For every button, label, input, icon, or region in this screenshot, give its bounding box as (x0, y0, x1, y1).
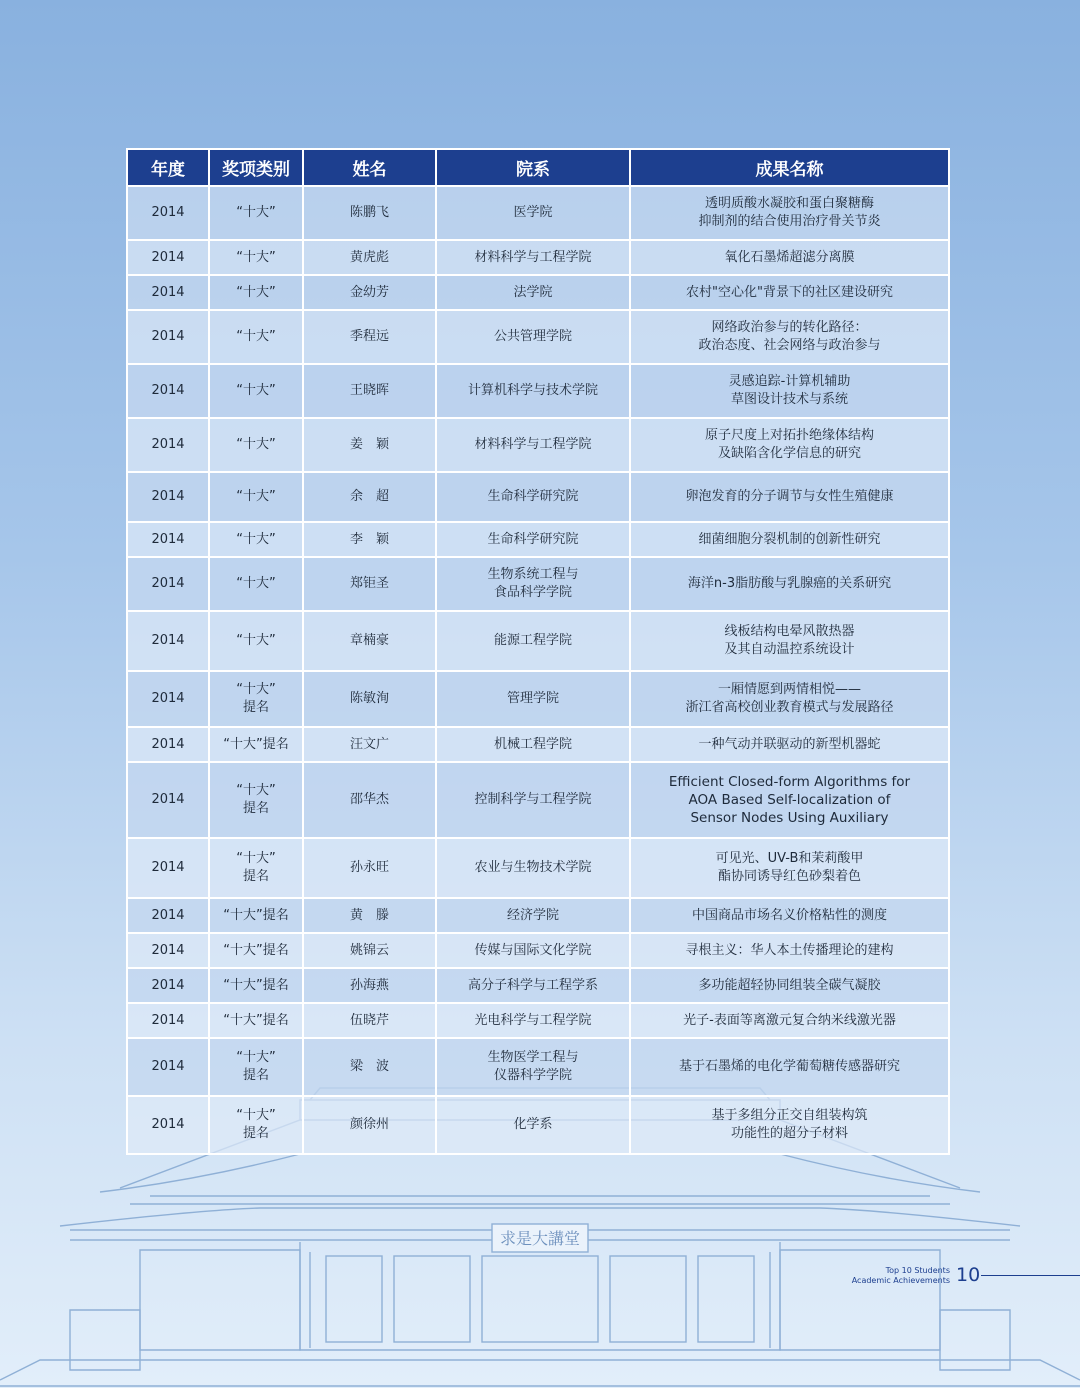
table-row (127, 557, 949, 611)
table-row (127, 968, 949, 1003)
cell-category: “十大” (209, 522, 303, 557)
cell-department: 公共管理学院 (436, 310, 630, 364)
cell-achievement: 光子-表面等离激元复合纳米线激光器 (630, 1003, 949, 1038)
cell-name: 李 颖 (303, 522, 436, 557)
cell-name: 余 超 (303, 472, 436, 522)
table-row (127, 933, 949, 968)
cell-achievement: 基于多组分正交自组装构筑 功能性的超分子材料 (630, 1096, 949, 1154)
cell-achievement: 氧化石墨烯超滤分离膜 (630, 240, 949, 275)
cell-name: 孙永旺 (303, 838, 436, 898)
hall-door (326, 1256, 382, 1342)
table-row (127, 898, 949, 933)
cell-year: 2014 (127, 240, 209, 275)
cell-achievement: 农村"空心化"背景下的社区建设研究 (630, 275, 949, 310)
table-row (127, 762, 949, 838)
footer-label (838, 1266, 950, 1286)
upper-roof-eave (100, 1154, 980, 1192)
cell-category: “十大” (209, 472, 303, 522)
cell-department: 控制科学与工程学院 (436, 762, 630, 838)
table-row (127, 275, 949, 310)
cell-category: “十大” 提名 (209, 762, 303, 838)
header-department: 院系 (436, 149, 630, 186)
cell-category: “十大” (209, 418, 303, 472)
cell-year: 2014 (127, 364, 209, 418)
cell-category: “十大” 提名 (209, 838, 303, 898)
cell-year: 2014 (127, 418, 209, 472)
table-row (127, 522, 949, 557)
cell-achievement: 原子尺度上对拓扑绝缘体结构 及缺陷含化学信息的研究 (630, 418, 949, 472)
cell-name: 郑钜圣 (303, 557, 436, 611)
cell-achievement: 一种气动并联驱动的新型机器蛇 (630, 727, 949, 762)
cell-category: “十大”提名 (209, 898, 303, 933)
cell-department: 法学院 (436, 275, 630, 310)
cell-category: “十大” 提名 (209, 1038, 303, 1096)
cell-department: 管理学院 (436, 671, 630, 727)
cell-achievement: 基于石墨烯的电化学葡萄糖传感器研究 (630, 1038, 949, 1096)
cell-department: 生物系统工程与 食品科学学院 (436, 557, 630, 611)
table-row (127, 727, 949, 762)
cell-category: “十大”提名 (209, 968, 303, 1003)
cell-year: 2014 (127, 838, 209, 898)
cell-name: 季程远 (303, 310, 436, 364)
cell-year: 2014 (127, 310, 209, 364)
cell-department: 生命科学研究院 (436, 522, 630, 557)
cell-name: 汪文广 (303, 727, 436, 762)
header-year: 年度 (127, 149, 209, 186)
cell-name: 金幼芳 (303, 275, 436, 310)
cell-year: 2014 (127, 522, 209, 557)
cell-category: “十大” (209, 310, 303, 364)
header-category: 奖项类别 (209, 149, 303, 186)
cell-year: 2014 (127, 727, 209, 762)
cell-category: “十大”提名 (209, 1003, 303, 1038)
awards-table (126, 148, 950, 1155)
cell-year: 2014 (127, 557, 209, 611)
cell-name: 邵华杰 (303, 762, 436, 838)
table-row (127, 364, 949, 418)
table-row (127, 310, 949, 364)
cell-category: “十大” (209, 611, 303, 671)
cell-name: 章楠豪 (303, 611, 436, 671)
cell-department: 能源工程学院 (436, 611, 630, 671)
cell-year: 2014 (127, 1096, 209, 1154)
cell-name: 梁 波 (303, 1038, 436, 1096)
cell-category: “十大” (209, 240, 303, 275)
cell-achievement: 一厢情愿到两情相悦—— 浙江省高校创业教育模式与发展路径 (630, 671, 949, 727)
cell-name: 黄 滕 (303, 898, 436, 933)
footer-label-line2: Academic Achievements (851, 1276, 950, 1285)
cell-category: “十大”提名 (209, 933, 303, 968)
cell-year: 2014 (127, 1038, 209, 1096)
table-row (127, 240, 949, 275)
cell-department: 材料科学与工程学院 (436, 418, 630, 472)
table-row (127, 472, 949, 522)
cell-year: 2014 (127, 898, 209, 933)
cell-achievement: 卵泡发育的分子调节与女性生殖健康 (630, 472, 949, 522)
cell-name: 姜 颖 (303, 418, 436, 472)
cell-achievement: 寻根主义：华人本土传播理论的建构 (630, 933, 949, 968)
table-row (127, 1038, 949, 1096)
cell-name: 陈敏洵 (303, 671, 436, 727)
cell-achievement: 细菌细胞分裂机制的创新性研究 (630, 522, 949, 557)
cell-name: 孙海燕 (303, 968, 436, 1003)
cell-department: 生物医学工程与 仪器科学学院 (436, 1038, 630, 1096)
table-row (127, 1003, 949, 1038)
cell-category: “十大” 提名 (209, 671, 303, 727)
cell-category: “十大” (209, 364, 303, 418)
cell-category: “十大” (209, 557, 303, 611)
cell-department: 高分子科学与工程学系 (436, 968, 630, 1003)
cell-achievement: 海洋n-3脂肪酸与乳腺癌的关系研究 (630, 557, 949, 611)
cell-achievement: Efficient Closed-form Algorithms for AOA Based Self-localization of Sensor Nodes Using Auxiliary (630, 762, 949, 838)
awards-table-container (126, 148, 948, 1155)
cell-year: 2014 (127, 1003, 209, 1038)
cell-name: 伍晓芹 (303, 1003, 436, 1038)
table-row (127, 671, 949, 727)
page-number: 10 (956, 1264, 981, 1286)
cell-department: 经济学院 (436, 898, 630, 933)
cell-achievement: 网络政治参与的转化路径： 政治态度、社会网络与政治参与 (630, 310, 949, 364)
cell-department: 机械工程学院 (436, 727, 630, 762)
cell-year: 2014 (127, 611, 209, 671)
cell-department: 传媒与国际文化学院 (436, 933, 630, 968)
plaque-text: 求是大講堂 (499, 1229, 581, 1248)
cell-year: 2014 (127, 671, 209, 727)
cell-achievement: 中国商品市场名义价格粘性的测度 (630, 898, 949, 933)
cell-name: 黄虎彪 (303, 240, 436, 275)
hall-door (610, 1256, 686, 1342)
table-row (127, 611, 949, 671)
cell-year: 2014 (127, 186, 209, 240)
cell-achievement: 透明质酸水凝胶和蛋白聚糖酶 抑制剂的结合使用治疗骨关节炎 (630, 186, 949, 240)
table-row (127, 186, 949, 240)
table-row (127, 418, 949, 472)
cell-department: 医学院 (436, 186, 630, 240)
cell-year: 2014 (127, 472, 209, 522)
cell-department: 生命科学研究院 (436, 472, 630, 522)
header-name: 姓名 (303, 149, 436, 186)
cell-category: “十大” 提名 (209, 1096, 303, 1154)
cell-year: 2014 (127, 933, 209, 968)
footer-rule (981, 1275, 1080, 1276)
table-row (127, 838, 949, 898)
cell-year: 2014 (127, 762, 209, 838)
cell-category: “十大” (209, 186, 303, 240)
cell-achievement: 可见光、UV-B和茉莉酸甲 酯协同诱导红色砂梨着色 (630, 838, 949, 898)
hall-door (698, 1256, 754, 1342)
cell-department: 化学系 (436, 1096, 630, 1154)
table-row (127, 1096, 949, 1154)
cell-category: “十大” (209, 275, 303, 310)
cell-year: 2014 (127, 275, 209, 310)
cell-year: 2014 (127, 968, 209, 1003)
cell-achievement: 多功能超轻协同组装全碳气凝胶 (630, 968, 949, 1003)
cell-achievement: 灵感追踪-计算机辅助 草图设计技术与系统 (630, 364, 949, 418)
cell-name: 颜徐州 (303, 1096, 436, 1154)
cell-name: 姚锦云 (303, 933, 436, 968)
hall-door (482, 1256, 598, 1342)
cell-department: 计算机科学与技术学院 (436, 364, 630, 418)
cell-name: 王晓晖 (303, 364, 436, 418)
cell-department: 光电科学与工程学院 (436, 1003, 630, 1038)
cell-department: 农业与生物技术学院 (436, 838, 630, 898)
hall-door (394, 1256, 470, 1342)
footer-label-line1: Top 10 Students (885, 1266, 950, 1275)
header-achievement: 成果名称 (630, 149, 949, 186)
cell-category: “十大”提名 (209, 727, 303, 762)
table-header-row (127, 149, 949, 186)
cell-achievement: 线板结构电晕风散热器 及其自动温控系统设计 (630, 611, 949, 671)
cell-name: 陈鹏飞 (303, 186, 436, 240)
cell-department: 材料科学与工程学院 (436, 240, 630, 275)
